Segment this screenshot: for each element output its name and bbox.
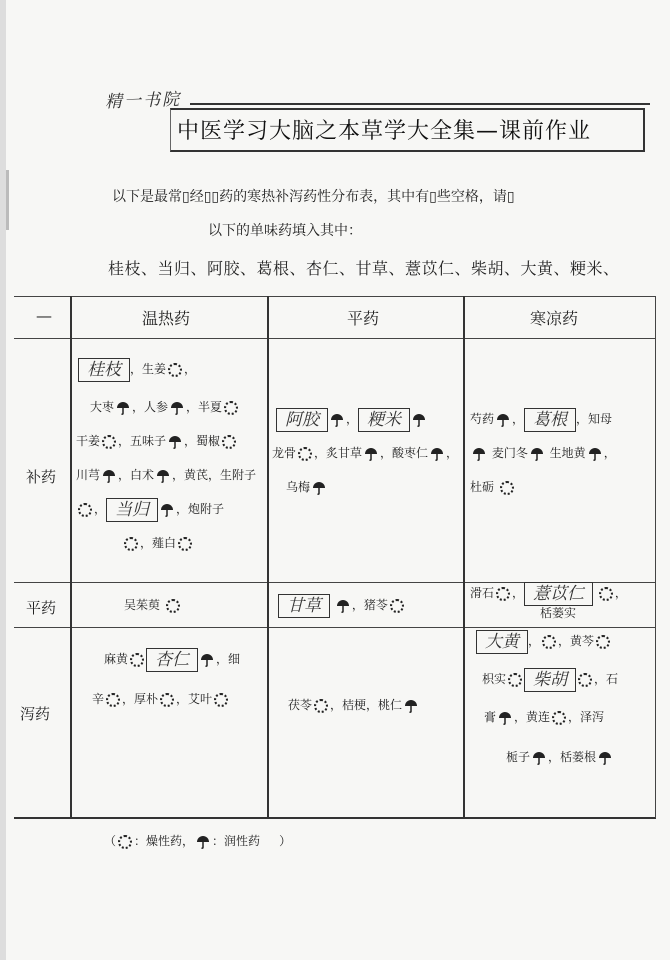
moist-herb-icon <box>160 503 174 517</box>
cell-neutral-cold-2: 栝蒌实 <box>540 606 577 620</box>
dry-herb-icon <box>599 587 613 601</box>
dry-herb-icon <box>508 673 522 687</box>
title-overline <box>190 103 650 105</box>
dry-herb-icon <box>106 693 120 707</box>
cell-neutral-warm: 吴茱萸 <box>124 588 182 622</box>
row-label-neutral: 平药 <box>26 599 57 617</box>
moist-herb-icon <box>412 413 426 427</box>
handwritten-answer: 柴胡 <box>524 668 576 692</box>
moist-herb-icon <box>498 711 512 725</box>
moist-herb-icon <box>116 401 130 415</box>
page-edge-mark <box>6 170 9 230</box>
dry-herb-icon <box>222 435 236 449</box>
signature: 精一书院 <box>104 89 182 113</box>
handwritten-answer: 甘草 <box>278 594 330 618</box>
dry-herb-icon <box>578 673 592 687</box>
moist-herb-icon <box>336 599 350 613</box>
dry-herb-icon <box>130 653 144 667</box>
handwritten-answer: 粳米 <box>358 408 410 432</box>
table-line-header <box>14 338 656 339</box>
dry-herb-icon <box>298 447 312 461</box>
dry-herb-icon <box>160 693 174 707</box>
dry-herb-icon <box>496 587 510 601</box>
moist-herb-icon <box>156 469 170 483</box>
table-col-line-3 <box>463 296 465 818</box>
table-line-bottom <box>14 817 656 819</box>
cell-tonify-cold: 芍药 ， 葛根 ，知母 麦门冬 生地黄 ， 杜砺 <box>470 409 616 494</box>
handwritten-answer: 桂枝 <box>78 358 130 382</box>
table-line-top <box>14 296 656 297</box>
herb-list: 桂枝、当归、阿胶、葛根、杏仁、甘草、薏苡仁、柴胡、大黄、粳米、 <box>108 259 620 278</box>
moist-herb-icon <box>168 435 182 449</box>
dry-herb-icon <box>118 835 132 849</box>
cell-neutral-neutral: 甘草 ，猪苓 <box>278 588 406 622</box>
moist-herb-icon <box>496 413 510 427</box>
handwritten-answer: 当归 <box>106 498 158 522</box>
dry-herb-icon <box>390 599 404 613</box>
table-col-line-4 <box>655 296 656 818</box>
cell-tonify-warm: 桂枝 ，生姜 ， 大枣 ，人参 ，半夏 干姜 ，五味子 ，蜀椒 川芎 ，白术 ，黄芪，生附子 ， 当归 ，炮附子 ，薤白 <box>76 359 257 550</box>
cell-purge-cold: 大黄 ， ，黄芩 枳实 柴胡 ，石 膏 ，黄连 ，泽泻 栀子 ，栝蒌根 <box>470 624 618 774</box>
col-header-cold: 寒凉药 <box>530 309 579 328</box>
page-title: 中医学习大脑之本草学大全集—课前作业 <box>177 119 592 144</box>
col-header-warm: 温热药 <box>142 309 191 328</box>
dry-herb-icon <box>78 503 92 517</box>
handwritten-answer: 葛根 <box>524 408 576 432</box>
handwritten-answer: 大黄 <box>476 630 528 654</box>
moist-herb-icon <box>200 653 214 667</box>
cell-tonify-neutral: 阿胶 ， 粳米 龙骨 ，炙甘草 ，酸枣仁 ， 乌梅 <box>272 409 459 494</box>
handwritten-answer: 薏苡仁 <box>524 582 593 606</box>
col-header-neutral: 平药 <box>347 309 380 328</box>
moist-herb-icon <box>330 413 344 427</box>
moist-herb-icon <box>364 447 378 461</box>
moist-herb-icon <box>598 751 612 765</box>
moist-herb-icon <box>532 751 546 765</box>
table-corner: — <box>36 306 52 325</box>
row-label-tonify: 补药 <box>26 468 57 486</box>
moist-herb-icon <box>404 699 418 713</box>
moist-herb-icon <box>430 447 444 461</box>
dry-herb-icon <box>596 635 610 649</box>
dry-herb-icon <box>168 363 182 377</box>
moist-herb-icon <box>312 481 326 495</box>
table-col-line-1 <box>70 296 72 818</box>
intro-line-2: 以下的单味药填入其中： <box>208 223 362 239</box>
moist-herb-icon <box>472 447 486 461</box>
dry-herb-icon <box>314 699 328 713</box>
page-edge <box>0 0 6 960</box>
dry-herb-icon <box>552 711 566 725</box>
cell-neutral-cold: 滑石 ， 薏苡仁 ， <box>470 583 627 604</box>
dry-herb-icon <box>214 693 228 707</box>
moist-herb-icon <box>196 835 210 849</box>
table-col-line-2 <box>267 296 269 818</box>
moist-herb-icon <box>530 447 544 461</box>
intro-line-1: 以下是最常▯经▯▯药的寒热补泻药性分布表，其中有▯些空格，请▯ <box>112 189 515 205</box>
dry-herb-icon <box>178 537 192 551</box>
dry-herb-icon <box>224 401 238 415</box>
dry-herb-icon <box>500 481 514 495</box>
handwritten-answer: 阿胶 <box>276 408 328 432</box>
cell-purge-neutral: 茯苓 ，桔梗，桃仁 <box>288 688 420 722</box>
dry-herb-icon <box>166 599 180 613</box>
moist-herb-icon <box>588 447 602 461</box>
cell-purge-warm: 麻黄 杏仁 ，细 辛 ，厚朴 ，艾叶 <box>92 649 241 706</box>
dry-herb-icon <box>542 635 556 649</box>
legend: （ ：燥性药， ：润性药 ） <box>104 834 292 848</box>
moist-herb-icon <box>170 401 184 415</box>
handwritten-answer: 杏仁 <box>146 648 198 672</box>
dry-herb-icon <box>124 537 138 551</box>
dry-herb-icon <box>102 435 116 449</box>
moist-herb-icon <box>102 469 116 483</box>
row-label-purge: 泻药 <box>20 705 51 723</box>
